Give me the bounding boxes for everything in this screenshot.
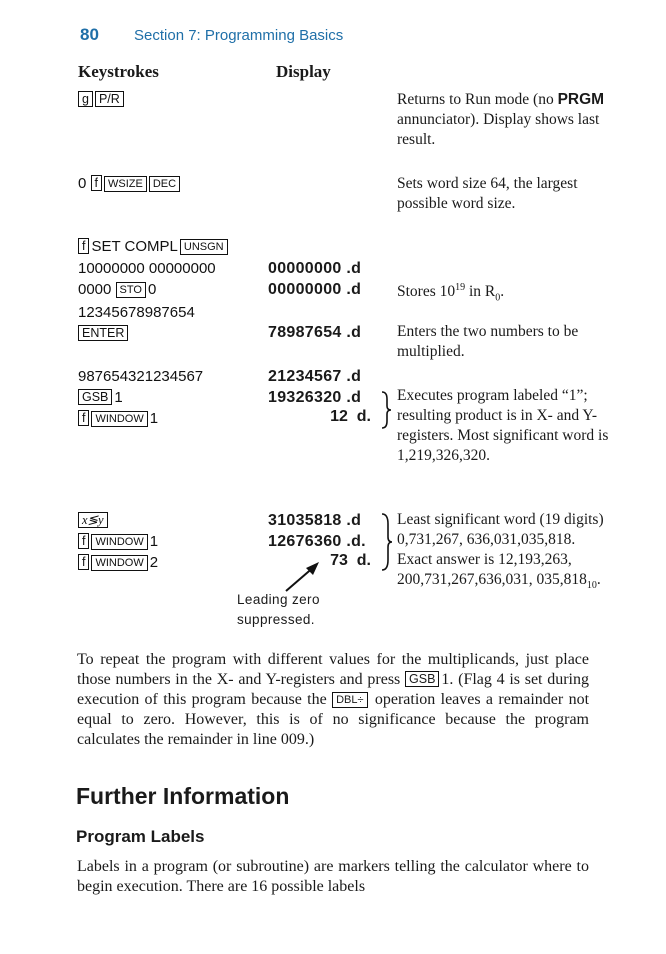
section-title: Section 7: Programming Basics: [134, 27, 344, 44]
keystroke-row-4: 10000000 00000000: [78, 260, 216, 277]
display-column-heading: Display: [276, 62, 331, 81]
key-gsb: GSB: [405, 671, 439, 687]
annotation-line-1: Leading zero: [237, 592, 320, 607]
display-row-11: 31035818 .d: [268, 512, 362, 529]
leading-zero-arrow: [282, 560, 322, 594]
heading-program-labels: Program Labels: [76, 827, 205, 846]
keystroke-row-6: 12345678987654: [78, 304, 195, 321]
key-dbl-divide: DBL÷: [332, 692, 367, 708]
display-row-5: 00000000 .d: [268, 281, 362, 298]
key-unsgn: UNSGN: [180, 239, 228, 255]
key-p-r: P/R: [95, 91, 124, 107]
display-row-7: 78987654 .d: [268, 324, 362, 341]
key-f: f: [78, 238, 89, 254]
key-wsize: WSIZE: [104, 176, 147, 192]
description-row-5: Stores $10^{19}$ in $R_0$.: [397, 282, 505, 304]
heading-further-information: Further Information: [76, 783, 290, 809]
display-row-10: 12 d.: [330, 408, 371, 425]
brace-rows-11-13: [380, 512, 394, 572]
key-g: g: [78, 91, 93, 107]
paragraph-labels: Labels in a program (or subroutine) are markers telling the calculator where to begin execution. There are 16 possible labels: [77, 858, 589, 895]
key-f: f: [78, 533, 89, 549]
keystroke-row-13: f WINDOW 2: [78, 552, 158, 573]
key-x-exchange-y: x≶y: [78, 512, 108, 528]
keystroke-row-5: 0000 STO 0: [78, 281, 157, 298]
prgm-annunciator: PRGM: [557, 91, 605, 108]
keystroke-row-12: f WINDOW 1: [78, 531, 158, 552]
display-row-13: 73 d.: [330, 552, 371, 569]
keystrokes-column-heading: Keystrokes: [78, 62, 159, 81]
description-row-7: Enters the two numbers to be multiplied.: [397, 323, 579, 360]
key-window: WINDOW: [91, 411, 147, 427]
keystroke-row-10: f WINDOW 1: [78, 408, 158, 429]
display-row-8: 21234567 .d: [268, 368, 362, 385]
key-window: WINDOW: [91, 534, 147, 550]
key-sto: STO: [116, 282, 146, 298]
key-enter: ENTER: [78, 325, 128, 341]
keystroke-row-7: [78, 323, 130, 344]
annotation-line-2: suppressed.: [237, 612, 315, 627]
keystroke-row-8: 987654321234567: [78, 368, 204, 385]
key-dec: DEC: [149, 176, 180, 192]
keystroke-row-9: GSB 1: [78, 387, 123, 408]
keystroke-row-2: 0 f WSIZE DEC: [78, 173, 182, 194]
key-f: f: [91, 175, 102, 191]
description-row-11: Least significant word (19 digits) 0,731,267, 636,031,035,818. Exact answer is 12,193,263, 200,731,267,636,031, $035,818_{10}$.: [397, 511, 604, 592]
keystroke-row-3: f SET COMPL UNSGN: [78, 236, 230, 257]
keystroke-row-1: [78, 89, 126, 110]
key-f: f: [78, 410, 89, 426]
page-number: 80: [80, 25, 99, 44]
display-row-12: 12676360 .d.: [268, 533, 366, 550]
display-row-4: 00000000 .d: [268, 260, 362, 277]
display-row-9: 19326320 .d: [268, 389, 362, 406]
paragraph-repeat-program: To repeat the program with different values for the multiplicands, just place those numbers in the X- and Y-registers and press GSB 1. (Flag 4 is set during execution of this program because the DBL÷ operation leaves a remainder not equal to zero. However, this is of no significance because the program calculates the remainder in line 009.): [77, 651, 590, 748]
description-row-1: Returns to Run mode (no PRGM annunciator). Display shows last result.: [397, 91, 605, 148]
description-row-9: Executes program labeled “1”; resulting product is in X- and Y-registers. Most significant word is 1,219,326,320.: [397, 387, 609, 464]
keystroke-row-11: [78, 510, 110, 531]
key-gsb: GSB: [78, 389, 112, 405]
key-window: WINDOW: [91, 555, 147, 571]
description-row-2: Sets word size 64, the largest possible word size.: [397, 175, 578, 212]
brace-rows-9-10: [380, 390, 392, 430]
key-f: f: [78, 554, 89, 570]
